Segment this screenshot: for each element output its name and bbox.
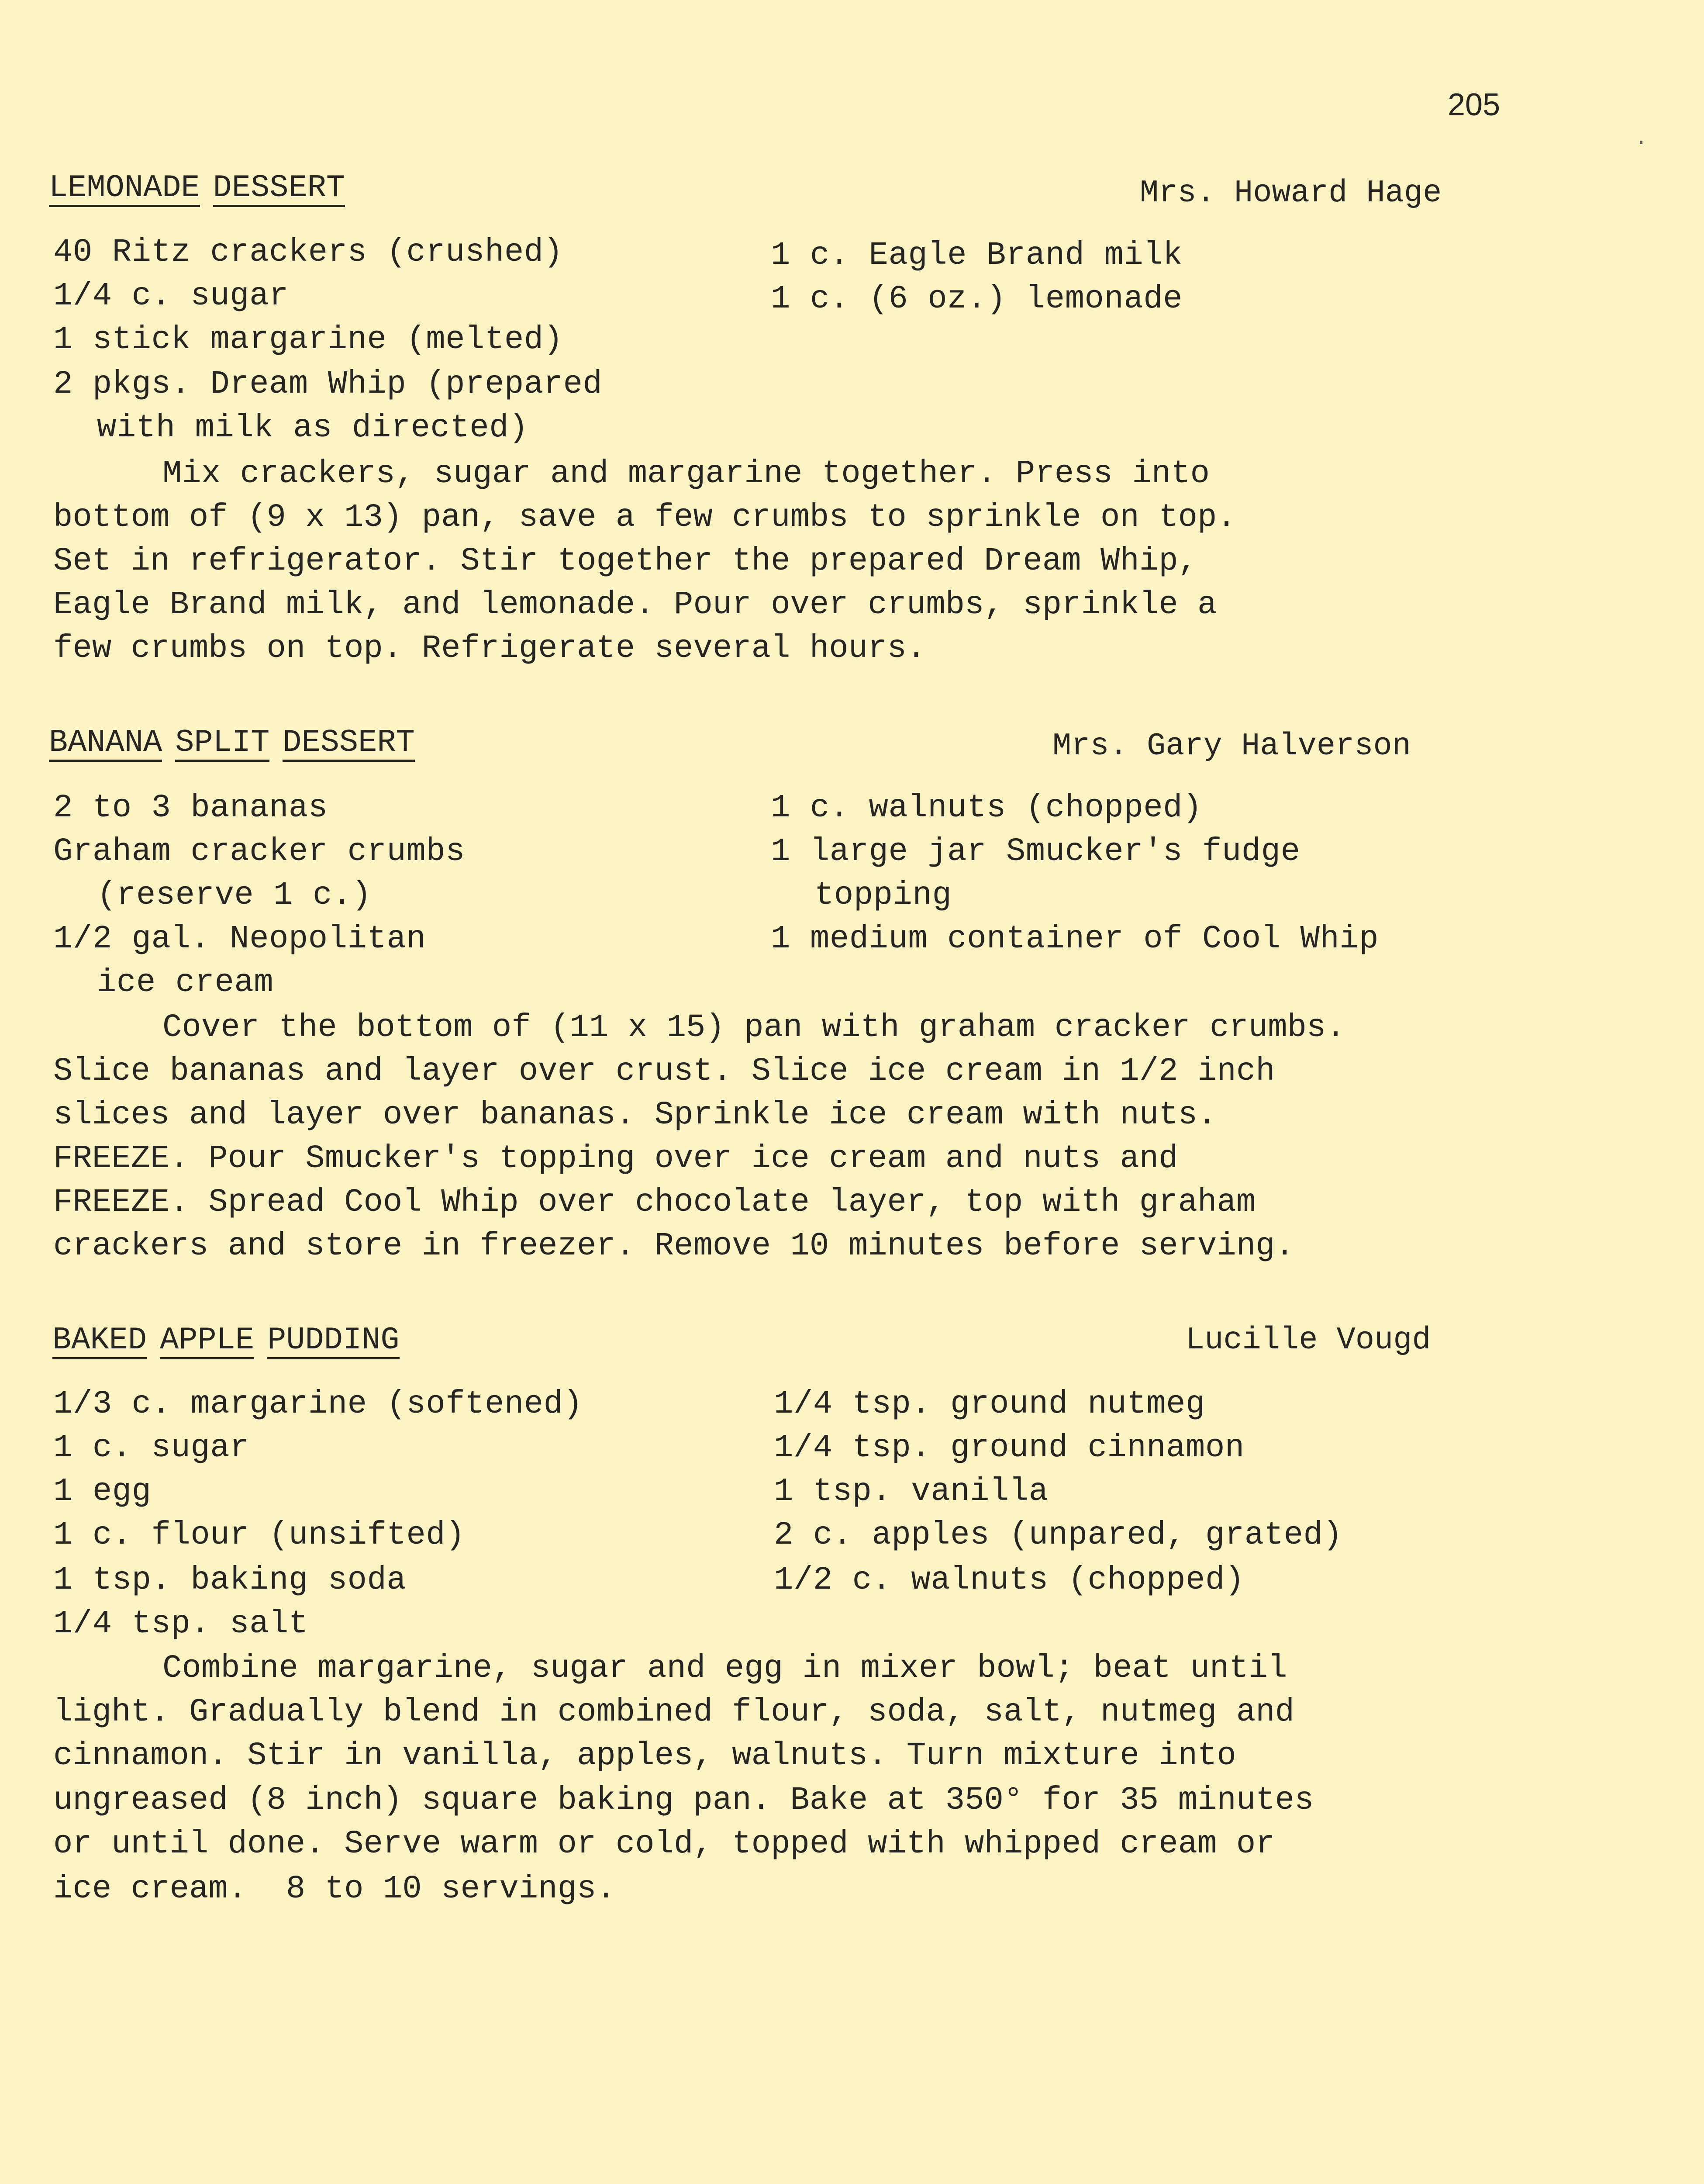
title-word: PUDDING xyxy=(267,1323,399,1359)
title-word: DESSERT xyxy=(213,171,345,207)
recipe-author: Mrs. Howard Hage xyxy=(1140,175,1442,211)
ingredient-left: 1/3 c. margarine (softened) xyxy=(53,1386,583,1423)
ingredient-left: 1 c. sugar xyxy=(53,1430,250,1466)
directions-line: FREEZE. Pour Smucker's topping over ice cream and nuts and xyxy=(53,1140,1178,1177)
ingredient-left: Graham cracker crumbs xyxy=(53,833,466,870)
directions-line: ungreased (8 inch) square baking pan. Bake at 350° for 35 minutes xyxy=(53,1782,1314,1819)
directions-line: Combine margarine, sugar and egg in mixer bowl; beat until xyxy=(162,1650,1287,1687)
directions-line: FREEZE. Spread Cool Whip over chocolate layer, top with graham xyxy=(53,1184,1256,1221)
ingredient-right: 1/4 tsp. ground cinnamon xyxy=(774,1430,1245,1466)
title-word: SPLIT xyxy=(175,726,269,762)
ingredient-right: 1 medium container of Cool Whip xyxy=(771,921,1379,957)
ingredient-left: 1 c. flour (unsifted) xyxy=(53,1517,466,1554)
ingredient-left: 1 stick margarine (melted) xyxy=(53,321,563,358)
ingredient-right: 1 large jar Smucker's fudge xyxy=(771,833,1300,870)
ingredient-left: 1/2 gal. Neopolitan xyxy=(53,921,426,957)
recipe-author: Mrs. Gary Halverson xyxy=(1052,728,1411,764)
directions-line: Set in refrigerator. Stir together the prepared Dream Whip, xyxy=(53,543,1198,580)
title-word: APPLE xyxy=(160,1323,254,1359)
directions-line: bottom of (9 x 13) pan, save a few crumbs to sprinkle on top. xyxy=(53,499,1236,536)
recipe-title-banana-split-dessert xyxy=(49,721,428,764)
ingredient-left: 2 to 3 bananas xyxy=(53,790,328,826)
title-word: DESSERT xyxy=(283,726,414,762)
ingredient-left: 1/4 c. sugar xyxy=(53,278,289,314)
ingredient-right: topping xyxy=(814,877,952,914)
title-word: BAKED xyxy=(52,1323,147,1359)
ingredient-left: 1 egg xyxy=(53,1473,152,1510)
ingredient-left: 2 pkgs. Dream Whip (prepared xyxy=(53,366,603,403)
directions-line: Eagle Brand milk, and lemonade. Pour over crumbs, sprinkle a xyxy=(53,587,1217,623)
recipe-author: Lucille Vougd xyxy=(1186,1322,1431,1358)
ingredient-left: (reserve 1 c.) xyxy=(97,877,372,914)
scan-speck xyxy=(1640,141,1642,144)
ingredient-right: 1 tsp. vanilla xyxy=(774,1473,1049,1510)
ingredient-right: 1 c. Eagle Brand milk xyxy=(771,237,1183,274)
directions-line: slices and layer over bananas. Sprinkle ice cream with nuts. xyxy=(53,1097,1217,1133)
ingredient-left: 1 tsp. baking soda xyxy=(53,1562,407,1599)
directions-line: Slice bananas and layer over crust. Slice ice cream in 1/2 inch xyxy=(53,1053,1275,1090)
ingredient-left: 40 Ritz crackers (crushed) xyxy=(53,234,563,271)
ingredient-right: 1 c. (6 oz.) lemonade xyxy=(771,281,1183,318)
recipe-title-lemonade-dessert xyxy=(49,166,358,210)
directions-line: cinnamon. Stir in vanilla, apples, walnuts. Turn mixture into xyxy=(53,1738,1236,1774)
directions-line: Mix crackers, sugar and margarine together. Press into xyxy=(162,456,1210,492)
ingredient-left: 1/4 tsp. salt xyxy=(53,1606,308,1642)
title-word: BANANA xyxy=(49,726,162,762)
recipe-title-baked-apple-pudding xyxy=(52,1318,413,1362)
ingredient-right: 1 c. walnuts (chopped) xyxy=(771,790,1202,826)
directions-line: or until done. Serve warm or cold, topped with whipped cream or xyxy=(53,1826,1275,1863)
ingredient-right: 1/2 c. walnuts (chopped) xyxy=(774,1562,1245,1599)
title-word: LEMONADE xyxy=(49,171,200,207)
ingredient-left: with milk as directed) xyxy=(97,410,528,446)
page-number: 205 xyxy=(1448,87,1500,122)
ingredient-right: 1/4 tsp. ground nutmeg xyxy=(774,1386,1205,1423)
ingredient-right: 2 c. apples (unpared, grated) xyxy=(774,1517,1343,1554)
directions-line: light. Gradually blend in combined flour, soda, salt, nutmeg and xyxy=(53,1694,1295,1731)
directions-line: crackers and store in freezer. Remove 10 minutes before serving. xyxy=(53,1228,1295,1265)
ingredient-left: ice cream xyxy=(97,964,274,1001)
directions-line: ice cream. 8 to 10 servings. xyxy=(53,1871,616,1908)
directions-line: Cover the bottom of (11 x 15) pan with graham cracker crumbs. xyxy=(162,1009,1345,1046)
directions-line: few crumbs on top. Refrigerate several hours. xyxy=(53,630,926,667)
